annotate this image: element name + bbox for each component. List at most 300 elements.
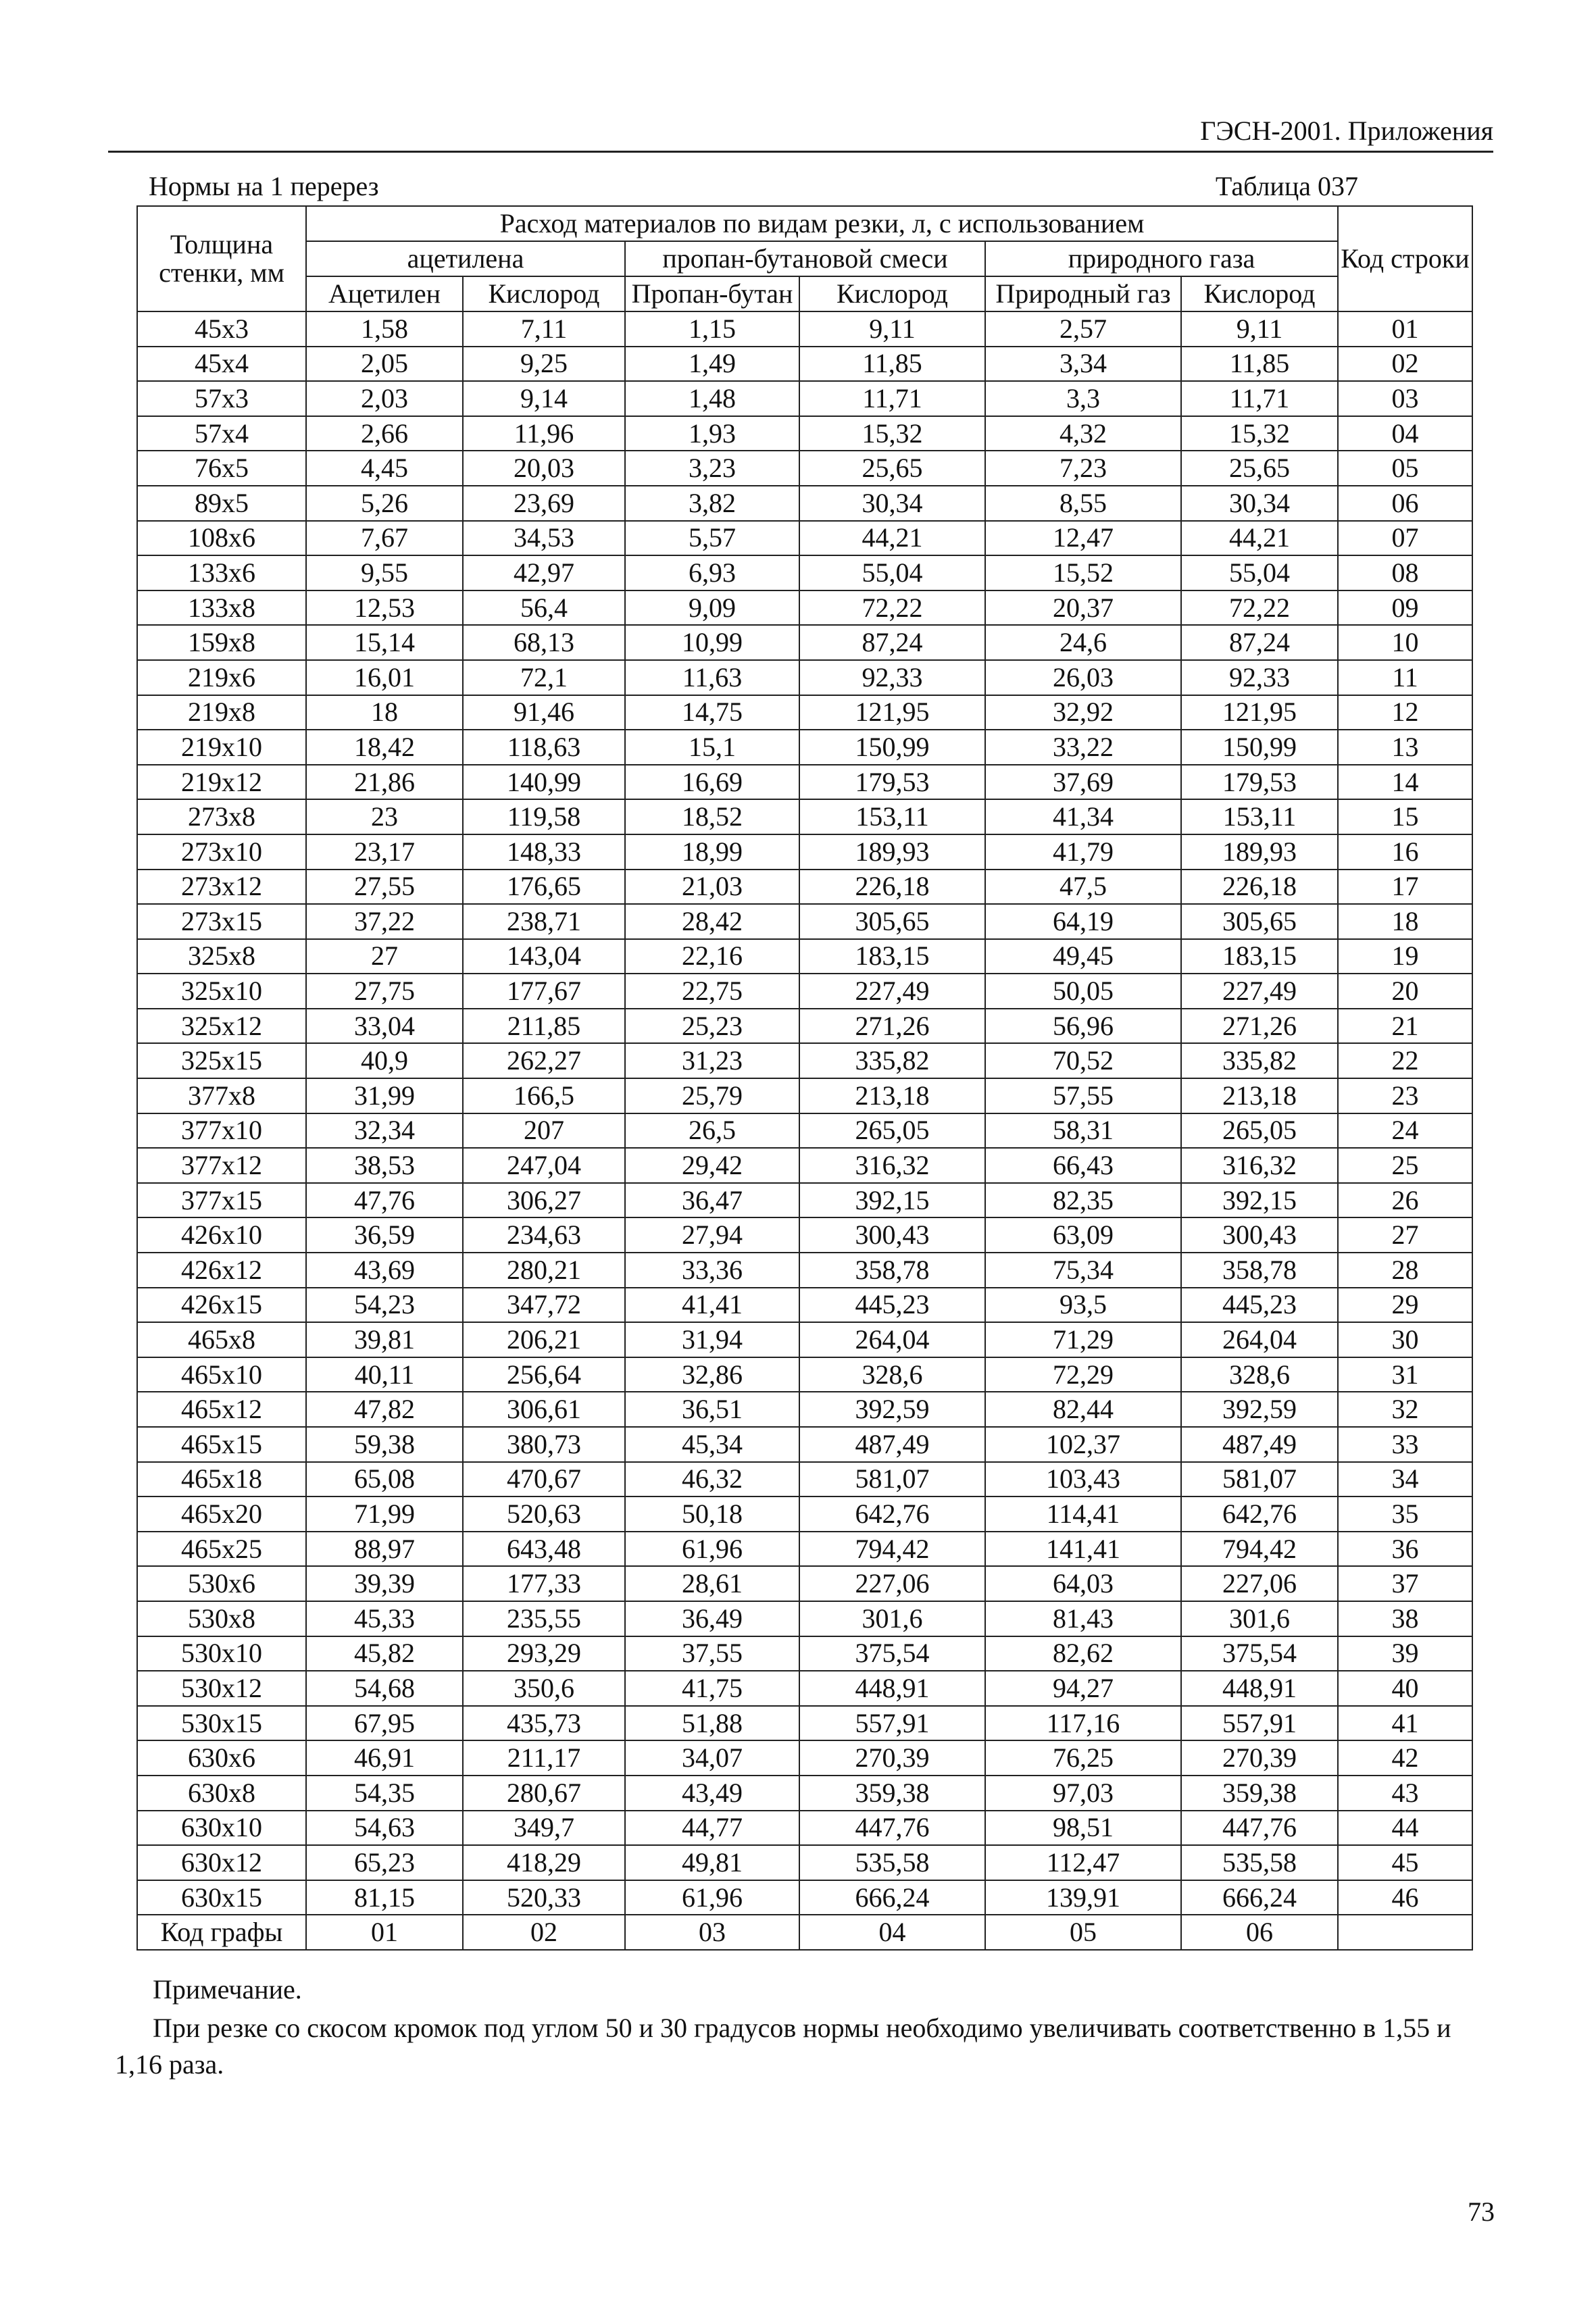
natural-gas-cell: 93,5 bbox=[985, 1288, 1181, 1323]
propane-butane-cell: 1,49 bbox=[625, 347, 799, 382]
natural-gas-cell: 32,92 bbox=[985, 695, 1181, 730]
oxygen-cell: 301,6 bbox=[799, 1601, 985, 1636]
table-row bbox=[137, 1148, 1472, 1183]
table-row bbox=[137, 1392, 1472, 1427]
oxygen-cell: 87,24 bbox=[799, 625, 985, 660]
table-row bbox=[137, 416, 1472, 451]
oxygen-cell: 25,65 bbox=[799, 451, 985, 486]
acetylene-cell: 47,76 bbox=[306, 1183, 463, 1218]
oxygen-cell: 305,65 bbox=[799, 904, 985, 939]
propane-butane-cell: 1,48 bbox=[625, 381, 799, 416]
oxygen-cell: 335,82 bbox=[1181, 1043, 1338, 1078]
propane-butane-cell: 15,1 bbox=[625, 730, 799, 765]
acetylene-cell: 67,95 bbox=[306, 1706, 463, 1741]
natural-gas-cell: 114,41 bbox=[985, 1496, 1181, 1532]
group-natural-gas-header: природного газа bbox=[985, 241, 1338, 276]
table-row bbox=[137, 1043, 1472, 1078]
oxygen-cell: 11,71 bbox=[799, 381, 985, 416]
oxygen-cell: 375,54 bbox=[799, 1636, 985, 1671]
oxygen-cell: 487,49 bbox=[1181, 1427, 1338, 1462]
propane-butane-cell: 31,94 bbox=[625, 1322, 799, 1357]
propane-butane-cell: 14,75 bbox=[625, 695, 799, 730]
table-row bbox=[137, 1740, 1472, 1776]
acetylene-cell: 40,9 bbox=[306, 1043, 463, 1078]
oxygen-cell: 557,91 bbox=[799, 1706, 985, 1741]
oxygen-cell: 121,95 bbox=[1181, 695, 1338, 730]
oxygen-cell: 392,59 bbox=[1181, 1392, 1338, 1427]
thickness-cell: 57x3 bbox=[137, 381, 306, 416]
natural-gas-cell: 41,79 bbox=[985, 834, 1181, 870]
row-code-cell: 29 bbox=[1338, 1288, 1472, 1323]
acetylene-cell: 45,82 bbox=[306, 1636, 463, 1671]
acetylene-cell: 71,99 bbox=[306, 1496, 463, 1532]
oxygen-cell: 328,6 bbox=[799, 1357, 985, 1392]
oxygen-cell: 535,58 bbox=[799, 1845, 985, 1880]
row-code-cell: 13 bbox=[1338, 730, 1472, 765]
thickness-cell: 89x5 bbox=[137, 486, 306, 521]
oxygen-cell: 11,85 bbox=[1181, 347, 1338, 382]
row-code-cell: 07 bbox=[1338, 521, 1472, 556]
propane-butane-cell: 37,55 bbox=[625, 1636, 799, 1671]
oxygen-cell: 25,65 bbox=[1181, 451, 1338, 486]
table-footer bbox=[137, 1915, 1472, 1950]
acetylene-cell: 23 bbox=[306, 799, 463, 834]
table-row bbox=[137, 590, 1472, 626]
table-row bbox=[137, 799, 1472, 834]
natural-gas-cell: 56,96 bbox=[985, 1009, 1181, 1044]
thickness-cell: 219x6 bbox=[137, 660, 306, 695]
page-number: 73 bbox=[1468, 2196, 1495, 2227]
propane-butane-cell: 61,96 bbox=[625, 1532, 799, 1567]
thickness-cell: 377x12 bbox=[137, 1148, 306, 1183]
oxygen-cell: 445,23 bbox=[799, 1288, 985, 1323]
propane-butane-cell: 6,93 bbox=[625, 555, 799, 590]
row-code-cell: 45 bbox=[1338, 1845, 1472, 1880]
propane-butane-cell: 26,5 bbox=[625, 1113, 799, 1149]
row-code-cell: 39 bbox=[1338, 1636, 1472, 1671]
oxygen-cell: 213,18 bbox=[1181, 1078, 1338, 1113]
oxygen-cell: 183,15 bbox=[1181, 939, 1338, 974]
thickness-cell: 377x8 bbox=[137, 1078, 306, 1113]
oxygen-cell: 68,13 bbox=[463, 625, 625, 660]
propane-butane-cell: 49,81 bbox=[625, 1845, 799, 1880]
thickness-cell: 630x10 bbox=[137, 1811, 306, 1846]
norms-table bbox=[136, 205, 1473, 1951]
consumption-header: Расход материалов по видам резки, л, с использованием bbox=[306, 206, 1338, 241]
acetylene-cell: 15,14 bbox=[306, 625, 463, 660]
row-code-cell: 10 bbox=[1338, 625, 1472, 660]
table-row bbox=[137, 1566, 1472, 1601]
oxygen-cell: 256,64 bbox=[463, 1357, 625, 1392]
oxygen-cell: 91,46 bbox=[463, 695, 625, 730]
oxygen-cell: 264,04 bbox=[799, 1322, 985, 1357]
sub-header-oxygen: Кислород bbox=[1181, 276, 1338, 311]
row-code-cell: 42 bbox=[1338, 1740, 1472, 1776]
propane-butane-cell: 27,94 bbox=[625, 1217, 799, 1253]
propane-butane-cell: 21,03 bbox=[625, 870, 799, 905]
row-code-cell: 27 bbox=[1338, 1217, 1472, 1253]
thickness-cell: 465x12 bbox=[137, 1392, 306, 1427]
natural-gas-cell: 24,6 bbox=[985, 625, 1181, 660]
acetylene-cell: 33,04 bbox=[306, 1009, 463, 1044]
oxygen-cell: 72,22 bbox=[799, 590, 985, 626]
natural-gas-cell: 71,29 bbox=[985, 1322, 1181, 1357]
oxygen-cell: 666,24 bbox=[1181, 1880, 1338, 1915]
table-row bbox=[137, 1601, 1472, 1636]
natural-gas-cell: 57,55 bbox=[985, 1078, 1181, 1113]
oxygen-cell: 581,07 bbox=[799, 1462, 985, 1497]
natural-gas-cell: 12,47 bbox=[985, 521, 1181, 556]
oxygen-cell: 15,32 bbox=[1181, 416, 1338, 451]
table-row bbox=[137, 1113, 1472, 1149]
oxygen-cell: 293,29 bbox=[463, 1636, 625, 1671]
oxygen-cell: 121,95 bbox=[799, 695, 985, 730]
oxygen-cell: 392,59 bbox=[799, 1392, 985, 1427]
natural-gas-cell: 94,27 bbox=[985, 1671, 1181, 1706]
natural-gas-cell: 97,03 bbox=[985, 1776, 1181, 1811]
oxygen-cell: 264,04 bbox=[1181, 1322, 1338, 1357]
oxygen-cell: 227,06 bbox=[799, 1566, 985, 1601]
natural-gas-cell: 76,25 bbox=[985, 1740, 1181, 1776]
oxygen-cell: 375,54 bbox=[1181, 1636, 1338, 1671]
thickness-cell: 465x8 bbox=[137, 1322, 306, 1357]
oxygen-cell: 177,33 bbox=[463, 1566, 625, 1601]
oxygen-cell: 392,15 bbox=[799, 1183, 985, 1218]
table-row bbox=[137, 521, 1472, 556]
row-code-cell: 22 bbox=[1338, 1043, 1472, 1078]
oxygen-cell: 316,32 bbox=[1181, 1148, 1338, 1183]
propane-butane-cell: 43,49 bbox=[625, 1776, 799, 1811]
row-code-cell: 23 bbox=[1338, 1078, 1472, 1113]
thickness-cell: 465x25 bbox=[137, 1532, 306, 1567]
acetylene-cell: 54,68 bbox=[306, 1671, 463, 1706]
thickness-cell: 530x10 bbox=[137, 1636, 306, 1671]
table-row bbox=[137, 1253, 1472, 1288]
oxygen-cell: 227,49 bbox=[1181, 974, 1338, 1009]
thickness-cell: 273x15 bbox=[137, 904, 306, 939]
oxygen-cell: 153,11 bbox=[799, 799, 985, 834]
oxygen-cell: 380,73 bbox=[463, 1427, 625, 1462]
acetylene-cell: 54,63 bbox=[306, 1811, 463, 1846]
oxygen-cell: 189,93 bbox=[1181, 834, 1338, 870]
thickness-cell: 530x6 bbox=[137, 1566, 306, 1601]
sub-header-oxygen: Кислород bbox=[799, 276, 985, 311]
propane-butane-cell: 36,47 bbox=[625, 1183, 799, 1218]
acetylene-cell: 23,17 bbox=[306, 834, 463, 870]
propane-butane-cell: 44,77 bbox=[625, 1811, 799, 1846]
natural-gas-cell: 2,57 bbox=[985, 311, 1181, 347]
oxygen-cell: 34,53 bbox=[463, 521, 625, 556]
oxygen-cell: 150,99 bbox=[799, 730, 985, 765]
oxygen-cell: 305,65 bbox=[1181, 904, 1338, 939]
thickness-cell: 465x20 bbox=[137, 1496, 306, 1532]
thickness-cell: 219x12 bbox=[137, 765, 306, 800]
table-head bbox=[137, 206, 1472, 311]
acetylene-cell: 39,81 bbox=[306, 1322, 463, 1357]
oxygen-cell: 44,21 bbox=[1181, 521, 1338, 556]
thickness-cell: 45x3 bbox=[137, 311, 306, 347]
thickness-cell: 219x10 bbox=[137, 730, 306, 765]
natural-gas-cell: 8,55 bbox=[985, 486, 1181, 521]
oxygen-cell: 642,76 bbox=[1181, 1496, 1338, 1532]
thickness-cell: 159x8 bbox=[137, 625, 306, 660]
oxygen-cell: 270,39 bbox=[799, 1740, 985, 1776]
table-row bbox=[137, 1078, 1472, 1113]
natural-gas-cell: 75,34 bbox=[985, 1253, 1181, 1288]
row-code-cell: 11 bbox=[1338, 660, 1472, 695]
propane-butane-cell: 28,42 bbox=[625, 904, 799, 939]
oxygen-cell: 265,05 bbox=[1181, 1113, 1338, 1149]
thickness-cell: 219x8 bbox=[137, 695, 306, 730]
natural-gas-cell: 41,34 bbox=[985, 799, 1181, 834]
sub-header-natural-gas: Природный газ bbox=[985, 276, 1181, 311]
acetylene-cell: 36,59 bbox=[306, 1217, 463, 1253]
table-row bbox=[137, 939, 1472, 974]
sub-header-oxygen: Кислород bbox=[463, 276, 625, 311]
propane-butane-cell: 3,82 bbox=[625, 486, 799, 521]
acetylene-cell: 65,23 bbox=[306, 1845, 463, 1880]
table-row bbox=[137, 1532, 1472, 1567]
propane-butane-cell: 29,42 bbox=[625, 1148, 799, 1183]
natural-gas-cell: 63,09 bbox=[985, 1217, 1181, 1253]
oxygen-cell: 20,03 bbox=[463, 451, 625, 486]
thickness-cell: 465x10 bbox=[137, 1357, 306, 1392]
natural-gas-cell: 64,03 bbox=[985, 1566, 1181, 1601]
table-row bbox=[137, 765, 1472, 800]
oxygen-cell: 470,67 bbox=[463, 1462, 625, 1497]
thickness-cell: 530x8 bbox=[137, 1601, 306, 1636]
row-code-cell: 32 bbox=[1338, 1392, 1472, 1427]
thickness-cell: 530x12 bbox=[137, 1671, 306, 1706]
oxygen-cell: 347,72 bbox=[463, 1288, 625, 1323]
document-title: ГЭСН-2001. Приложения bbox=[1200, 116, 1493, 146]
oxygen-cell: 234,63 bbox=[463, 1217, 625, 1253]
natural-gas-cell: 81,43 bbox=[985, 1601, 1181, 1636]
column-code: 06 bbox=[1181, 1915, 1338, 1950]
acetylene-cell: 2,03 bbox=[306, 381, 463, 416]
natural-gas-cell: 47,5 bbox=[985, 870, 1181, 905]
table-row bbox=[137, 1183, 1472, 1218]
row-code-cell: 28 bbox=[1338, 1253, 1472, 1288]
propane-butane-cell: 18,52 bbox=[625, 799, 799, 834]
natural-gas-cell: 82,62 bbox=[985, 1636, 1181, 1671]
thickness-cell: 530x15 bbox=[137, 1706, 306, 1741]
table-caption bbox=[149, 170, 1358, 205]
oxygen-cell: 581,07 bbox=[1181, 1462, 1338, 1497]
row-code-cell: 43 bbox=[1338, 1776, 1472, 1811]
natural-gas-cell: 3,34 bbox=[985, 347, 1181, 382]
natural-gas-cell: 103,43 bbox=[985, 1462, 1181, 1497]
thickness-cell: 630x6 bbox=[137, 1740, 306, 1776]
acetylene-cell: 1,58 bbox=[306, 311, 463, 347]
table-row bbox=[137, 451, 1472, 486]
row-code-cell: 12 bbox=[1338, 695, 1472, 730]
propane-butane-cell: 36,51 bbox=[625, 1392, 799, 1427]
table-row bbox=[137, 1671, 1472, 1706]
row-code-cell: 14 bbox=[1338, 765, 1472, 800]
oxygen-cell: 55,04 bbox=[1181, 555, 1338, 590]
natural-gas-cell: 26,03 bbox=[985, 660, 1181, 695]
thickness-cell: 377x15 bbox=[137, 1183, 306, 1218]
natural-gas-cell: 4,32 bbox=[985, 416, 1181, 451]
propane-butane-cell: 22,16 bbox=[625, 939, 799, 974]
table-row bbox=[137, 1009, 1472, 1044]
natural-gas-cell: 3,3 bbox=[985, 381, 1181, 416]
oxygen-cell: 226,18 bbox=[799, 870, 985, 905]
oxygen-cell: 247,04 bbox=[463, 1148, 625, 1183]
acetylene-cell: 59,38 bbox=[306, 1427, 463, 1462]
natural-gas-cell: 66,43 bbox=[985, 1148, 1181, 1183]
oxygen-cell: 300,43 bbox=[1181, 1217, 1338, 1253]
thickness-cell: 325x12 bbox=[137, 1009, 306, 1044]
propane-butane-cell: 18,99 bbox=[625, 834, 799, 870]
acetylene-cell: 5,26 bbox=[306, 486, 463, 521]
acetylene-cell: 54,23 bbox=[306, 1288, 463, 1323]
oxygen-cell: 643,48 bbox=[463, 1532, 625, 1567]
propane-butane-cell: 1,15 bbox=[625, 311, 799, 347]
note-title: Примечание. bbox=[153, 1974, 302, 2005]
acetylene-cell: 2,66 bbox=[306, 416, 463, 451]
natural-gas-cell: 20,37 bbox=[985, 590, 1181, 626]
acetylene-cell: 54,35 bbox=[306, 1776, 463, 1811]
acetylene-cell: 18 bbox=[306, 695, 463, 730]
oxygen-cell: 445,23 bbox=[1181, 1288, 1338, 1323]
table-row bbox=[137, 1496, 1472, 1532]
row-code-cell: 05 bbox=[1338, 451, 1472, 486]
oxygen-cell: 11,96 bbox=[463, 416, 625, 451]
oxygen-cell: 9,11 bbox=[1181, 311, 1338, 347]
table-row bbox=[137, 1811, 1472, 1846]
row-code-cell: 06 bbox=[1338, 486, 1472, 521]
oxygen-cell: 642,76 bbox=[799, 1496, 985, 1532]
oxygen-cell: 15,32 bbox=[799, 416, 985, 451]
column-code-label: Код графы bbox=[137, 1915, 306, 1950]
acetylene-cell: 27,55 bbox=[306, 870, 463, 905]
norms-caption: Нормы на 1 перерез bbox=[149, 171, 379, 201]
table-row bbox=[137, 1288, 1472, 1323]
propane-butane-cell: 9,09 bbox=[625, 590, 799, 626]
row-code-cell: 33 bbox=[1338, 1427, 1472, 1462]
propane-butane-cell: 36,49 bbox=[625, 1601, 799, 1636]
oxygen-cell: 392,15 bbox=[1181, 1183, 1338, 1218]
oxygen-cell: 328,6 bbox=[1181, 1357, 1338, 1392]
row-code-cell: 19 bbox=[1338, 939, 1472, 974]
table-row bbox=[137, 730, 1472, 765]
oxygen-cell: 447,76 bbox=[799, 1811, 985, 1846]
page-header bbox=[108, 111, 1493, 153]
column-code: 05 bbox=[985, 1915, 1181, 1950]
oxygen-cell: 520,33 bbox=[463, 1880, 625, 1915]
code-header: Код строки bbox=[1338, 206, 1472, 311]
oxygen-cell: 87,24 bbox=[1181, 625, 1338, 660]
oxygen-cell: 207 bbox=[463, 1113, 625, 1149]
oxygen-cell: 72,22 bbox=[1181, 590, 1338, 626]
table-row bbox=[137, 904, 1472, 939]
column-code-row bbox=[137, 1915, 1472, 1950]
row-code-cell: 24 bbox=[1338, 1113, 1472, 1149]
row-code-cell: 38 bbox=[1338, 1601, 1472, 1636]
oxygen-cell: 189,93 bbox=[799, 834, 985, 870]
oxygen-cell: 179,53 bbox=[799, 765, 985, 800]
row-code-cell: 09 bbox=[1338, 590, 1472, 626]
oxygen-cell: 42,97 bbox=[463, 555, 625, 590]
oxygen-cell: 235,55 bbox=[463, 1601, 625, 1636]
table-row bbox=[137, 625, 1472, 660]
acetylene-cell: 32,34 bbox=[306, 1113, 463, 1149]
row-code-cell: 30 bbox=[1338, 1322, 1472, 1357]
row-code-cell: 44 bbox=[1338, 1811, 1472, 1846]
natural-gas-cell: 37,69 bbox=[985, 765, 1181, 800]
propane-butane-cell: 45,34 bbox=[625, 1427, 799, 1462]
row-code-cell: 46 bbox=[1338, 1880, 1472, 1915]
oxygen-cell: 92,33 bbox=[799, 660, 985, 695]
row-code-cell: 08 bbox=[1338, 555, 1472, 590]
oxygen-cell: 535,58 bbox=[1181, 1845, 1338, 1880]
acetylene-cell: 21,86 bbox=[306, 765, 463, 800]
propane-butane-cell: 41,75 bbox=[625, 1671, 799, 1706]
propane-butane-cell: 11,63 bbox=[625, 660, 799, 695]
oxygen-cell: 9,25 bbox=[463, 347, 625, 382]
oxygen-cell: 270,39 bbox=[1181, 1740, 1338, 1776]
acetylene-cell: 18,42 bbox=[306, 730, 463, 765]
propane-butane-cell: 28,61 bbox=[625, 1566, 799, 1601]
acetylene-cell: 45,33 bbox=[306, 1601, 463, 1636]
oxygen-cell: 183,15 bbox=[799, 939, 985, 974]
propane-butane-cell: 41,41 bbox=[625, 1288, 799, 1323]
row-code-cell: 15 bbox=[1338, 799, 1472, 834]
thickness-cell: 57x4 bbox=[137, 416, 306, 451]
propane-butane-cell: 50,18 bbox=[625, 1496, 799, 1532]
row-code-cell: 41 bbox=[1338, 1706, 1472, 1741]
thickness-cell: 630x12 bbox=[137, 1845, 306, 1880]
propane-butane-cell: 34,07 bbox=[625, 1740, 799, 1776]
oxygen-cell: 213,18 bbox=[799, 1078, 985, 1113]
oxygen-cell: 30,34 bbox=[1181, 486, 1338, 521]
row-code-cell: 01 bbox=[1338, 311, 1472, 347]
row-code-cell: 26 bbox=[1338, 1183, 1472, 1218]
acetylene-cell: 12,53 bbox=[306, 590, 463, 626]
acetylene-cell: 39,39 bbox=[306, 1566, 463, 1601]
natural-gas-cell: 70,52 bbox=[985, 1043, 1181, 1078]
oxygen-cell: 56,4 bbox=[463, 590, 625, 626]
propane-butane-cell: 1,93 bbox=[625, 416, 799, 451]
oxygen-cell: 23,69 bbox=[463, 486, 625, 521]
oxygen-cell: 306,61 bbox=[463, 1392, 625, 1427]
acetylene-cell: 31,99 bbox=[306, 1078, 463, 1113]
propane-butane-cell: 61,96 bbox=[625, 1880, 799, 1915]
row-code-cell: 25 bbox=[1338, 1148, 1472, 1183]
column-code: 02 bbox=[463, 1915, 625, 1950]
natural-gas-cell: 141,41 bbox=[985, 1532, 1181, 1567]
propane-butane-cell: 16,69 bbox=[625, 765, 799, 800]
table-row bbox=[137, 660, 1472, 695]
table-row bbox=[137, 1357, 1472, 1392]
oxygen-cell: 118,63 bbox=[463, 730, 625, 765]
acetylene-cell: 37,22 bbox=[306, 904, 463, 939]
column-code: 04 bbox=[799, 1915, 985, 1950]
oxygen-cell: 227,06 bbox=[1181, 1566, 1338, 1601]
acetylene-cell: 43,69 bbox=[306, 1253, 463, 1288]
oxygen-cell: 350,6 bbox=[463, 1671, 625, 1706]
table-row bbox=[137, 1636, 1472, 1671]
table-row bbox=[137, 1427, 1472, 1462]
acetylene-cell: 27,75 bbox=[306, 974, 463, 1009]
oxygen-cell: 448,91 bbox=[799, 1671, 985, 1706]
thickness-cell: 426x15 bbox=[137, 1288, 306, 1323]
oxygen-cell: 119,58 bbox=[463, 799, 625, 834]
propane-butane-cell: 51,88 bbox=[625, 1706, 799, 1741]
propane-butane-cell: 3,23 bbox=[625, 451, 799, 486]
